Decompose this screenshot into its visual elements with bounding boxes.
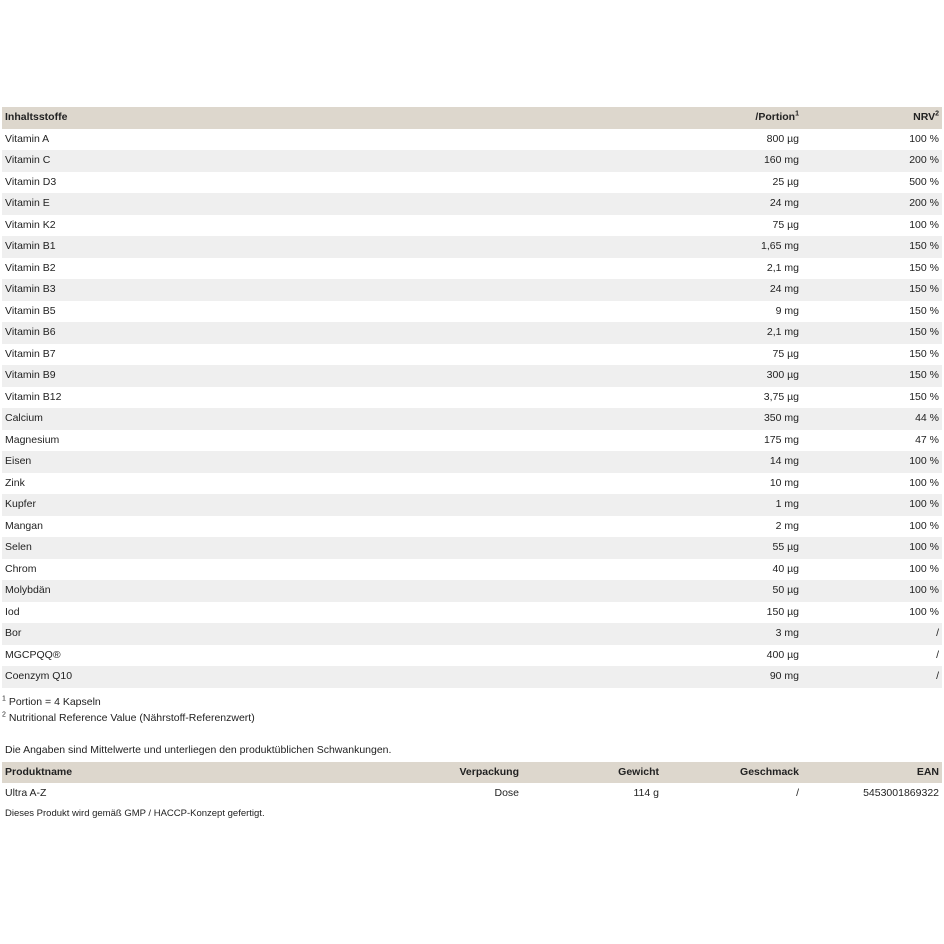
ingredient-nrv: 150 % xyxy=(909,283,939,295)
ingredient-nrv: 100 % xyxy=(909,455,939,467)
nutrition-row xyxy=(2,150,942,172)
ingredient-nrv: 150 % xyxy=(909,347,939,360)
product-weight: 114 g xyxy=(633,787,659,799)
footnote-1 xyxy=(2,694,942,710)
footnote-1-sup: 1 xyxy=(2,695,6,702)
ingredient-nrv: 150 % xyxy=(909,326,939,338)
ingredient-amount: 800 µg xyxy=(766,132,799,145)
ingredient-name: Molybdän xyxy=(5,584,51,596)
nutrition-row xyxy=(2,623,942,645)
nutrition-row xyxy=(2,365,942,387)
ingredient-nrv: / xyxy=(936,627,939,639)
ingredient-nrv: 100 % xyxy=(909,218,939,231)
header-nrv-sup: 2 xyxy=(935,110,939,118)
ingredient-amount: 3,75 µg xyxy=(763,390,799,403)
ingredient-nrv: 100 % xyxy=(909,605,939,618)
header-ean: EAN xyxy=(916,765,939,778)
ingredient-amount: 55 µg xyxy=(772,541,799,553)
nutrition-row xyxy=(2,602,942,624)
ingredient-name: Vitamin B5 xyxy=(5,304,56,317)
nutrition-row xyxy=(2,580,942,602)
ingredient-nrv: 100 % xyxy=(909,132,939,145)
nutrition-row xyxy=(2,301,942,323)
ingredient-amount: 2,1 mg xyxy=(766,261,799,274)
ingredient-amount: 75 µg xyxy=(772,347,799,360)
nutrition-row xyxy=(2,279,942,301)
ingredient-nrv: 200 % xyxy=(909,154,939,166)
header-flavor: Geschmack xyxy=(740,765,799,778)
ingredient-nrv: 100 % xyxy=(909,541,939,553)
nutrition-row xyxy=(2,236,942,258)
ingredient-amount: 400 µg xyxy=(766,648,799,661)
nutrition-row xyxy=(2,344,942,366)
nutrition-row xyxy=(2,129,942,151)
nutrition-row xyxy=(2,537,942,559)
ingredient-name: Vitamin B12 xyxy=(5,390,62,403)
ingredient-name: Vitamin B7 xyxy=(5,347,56,360)
header-weight: Gewicht xyxy=(618,765,659,778)
ingredient-nrv: 150 % xyxy=(909,240,939,252)
product-ean: 5453001869322 xyxy=(863,787,939,799)
gmp-note: Dieses Produkt wird gemäß GMP / HACCP-Konzept gefertigt. xyxy=(5,807,265,819)
ingredient-amount: 25 µg xyxy=(772,175,799,188)
ingredient-nrv: / xyxy=(936,670,939,682)
ingredient-amount: 50 µg xyxy=(772,584,799,596)
ingredient-amount: 2 mg xyxy=(775,519,799,532)
ingredient-nrv: 44 % xyxy=(915,412,939,424)
nutrition-row xyxy=(2,387,942,409)
ingredient-name: Bor xyxy=(5,627,22,639)
ingredient-name: Calcium xyxy=(5,412,43,424)
nutrition-row xyxy=(2,430,942,452)
ingredient-name: Vitamin A xyxy=(5,132,50,145)
nutrition-row xyxy=(2,215,942,237)
footnote-2 xyxy=(2,710,942,726)
header-nrv-label: NRV xyxy=(913,111,936,123)
nutrition-header-row xyxy=(2,107,942,129)
product-name: Ultra A-Z xyxy=(5,787,47,799)
ingredient-name: Vitamin C xyxy=(5,154,51,166)
nutrition-row xyxy=(2,451,942,473)
nutrition-row xyxy=(2,516,942,538)
header-ingredient: Inhaltsstoffe xyxy=(5,111,68,123)
nutrition-row xyxy=(2,473,942,495)
nutrition-row xyxy=(2,408,942,430)
product-header-row xyxy=(2,762,942,784)
ingredient-name: Eisen xyxy=(5,455,32,467)
nutrition-row xyxy=(2,666,942,688)
nutrition-row xyxy=(2,322,942,344)
header-packaging: Verpackung xyxy=(459,765,519,778)
ingredient-name: Vitamin B3 xyxy=(5,283,56,295)
ingredient-nrv: 150 % xyxy=(909,390,939,403)
header-product-name: Produktname xyxy=(5,765,73,778)
header-portion-label: /Portion xyxy=(755,111,796,123)
header-portion-sup: 1 xyxy=(795,110,799,118)
ingredient-amount: 9 mg xyxy=(775,304,799,317)
header-portion xyxy=(602,107,802,129)
header-nrv xyxy=(802,107,942,129)
ingredient-amount: 24 mg xyxy=(769,197,799,209)
ingredient-name: Zink xyxy=(5,476,25,489)
ingredient-name: Mangan xyxy=(5,519,43,532)
ingredient-nrv: 100 % xyxy=(909,476,939,489)
nutrition-body xyxy=(2,129,942,688)
product-packaging: Dose xyxy=(494,787,519,799)
ingredient-name: Vitamin K2 xyxy=(5,218,56,231)
ingredient-amount: 1 mg xyxy=(775,498,799,510)
average-values-note: Die Angaben sind Mittelwerte und unterliegen den produktüblichen Schwankungen. xyxy=(5,743,392,756)
ingredient-amount: 350 mg xyxy=(763,412,799,424)
ingredient-name: Kupfer xyxy=(5,498,36,510)
ingredient-nrv: / xyxy=(936,648,939,661)
ingredient-nrv: 150 % xyxy=(909,369,939,381)
footnote-1-text: Portion = 4 Kapseln xyxy=(8,695,101,708)
ingredient-amount: 40 µg xyxy=(772,562,799,575)
ingredient-name: Coenzym Q10 xyxy=(5,670,73,682)
ingredient-name: Vitamin B2 xyxy=(5,261,56,274)
ingredient-name: Vitamin E xyxy=(5,197,50,209)
ingredient-name: Magnesium xyxy=(5,433,60,446)
ingredient-name: Vitamin B1 xyxy=(5,240,56,252)
ingredient-amount: 150 µg xyxy=(766,605,799,618)
nutrition-row xyxy=(2,559,942,581)
ingredient-name: Iod xyxy=(5,605,20,618)
ingredient-name: Selen xyxy=(5,541,32,553)
nutrition-row xyxy=(2,494,942,516)
ingredient-name: Vitamin B9 xyxy=(5,369,56,381)
ingredient-amount: 160 mg xyxy=(763,154,799,166)
ingredient-amount: 14 mg xyxy=(769,455,799,467)
product-table xyxy=(2,762,942,805)
nutrition-row xyxy=(2,645,942,667)
ingredient-nrv: 150 % xyxy=(909,261,939,274)
ingredient-nrv: 150 % xyxy=(909,304,939,317)
ingredient-amount: 175 mg xyxy=(763,433,799,446)
ingredient-name: Chrom xyxy=(5,562,37,575)
ingredient-nrv: 100 % xyxy=(909,562,939,575)
ingredient-amount: 300 µg xyxy=(766,369,799,381)
footnotes xyxy=(2,694,942,726)
ingredient-amount: 10 mg xyxy=(769,476,799,489)
content xyxy=(2,107,942,822)
ingredient-nrv: 200 % xyxy=(909,197,939,209)
footnote-2-sup: 2 xyxy=(2,711,6,718)
ingredient-amount: 3 mg xyxy=(775,627,799,639)
product-row xyxy=(2,783,942,805)
nutrition-table xyxy=(2,107,942,688)
ingredient-name: Vitamin D3 xyxy=(5,175,57,188)
ingredient-name: Vitamin B6 xyxy=(5,326,56,338)
ingredient-nrv: 100 % xyxy=(909,519,939,532)
ingredient-amount: 2,1 mg xyxy=(766,326,799,338)
footnote-2-text: Nutritional Reference Value (Nährstoff-Referenzwert) xyxy=(8,711,255,724)
ingredient-nrv: 100 % xyxy=(909,584,939,596)
ingredient-amount: 90 mg xyxy=(769,670,799,682)
ingredient-amount: 1,65 mg xyxy=(761,240,799,252)
product-flavor: / xyxy=(796,787,799,799)
ingredient-nrv: 47 % xyxy=(915,433,939,446)
nutrition-row xyxy=(2,258,942,280)
ingredient-nrv: 100 % xyxy=(909,498,939,510)
ingredient-name: MGCPQQ® xyxy=(5,648,61,661)
ingredient-amount: 24 mg xyxy=(769,283,799,295)
nutrition-row xyxy=(2,172,942,194)
nutrition-row xyxy=(2,193,942,215)
ingredient-nrv: 500 % xyxy=(909,175,939,188)
ingredient-amount: 75 µg xyxy=(772,218,799,231)
